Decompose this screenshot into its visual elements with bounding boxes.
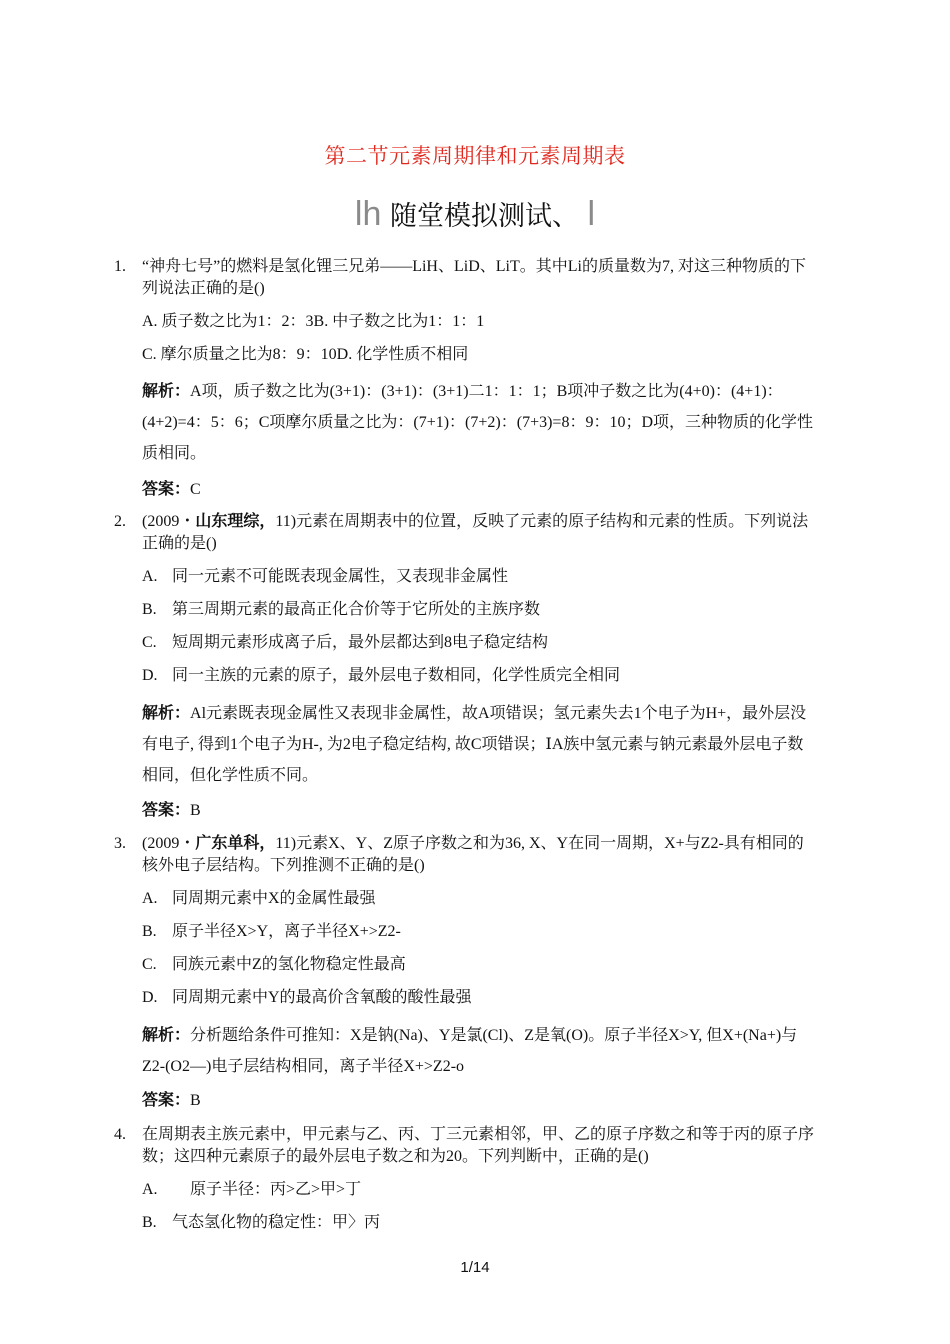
analysis-label: 解析： [142, 705, 191, 722]
source-name: 山东理综， [195, 513, 276, 530]
q3-option-a [142, 888, 822, 910]
answer-label: 答案： [142, 802, 191, 819]
option-letter: C. [142, 956, 157, 973]
option-text: 同一主族的元素的原子，最外层电子数相同，化学性质完全相同 [172, 667, 621, 684]
section-subtitle [0, 194, 950, 234]
q4-option-a [142, 1179, 822, 1201]
question-number: 1. [114, 258, 126, 275]
source-name: 广东单科， [195, 835, 276, 852]
answer-label: 答案： [142, 481, 191, 498]
stem-text: 11)元素X、Y、Z原子序数之和为36, X、Y在同一周期，X+与Z2-具有相同的核外电子层结构。下列推测不正确的是() [142, 835, 804, 874]
q3-option-b [142, 921, 822, 943]
option-letter: D. [142, 667, 158, 684]
q2-answer [142, 800, 201, 822]
option-text: 同族元素中Z的氢化物稳定性最高 [172, 956, 406, 973]
analysis-text: 分析题给条件可推知：X是钠(Na)、Y是氯(Cl)、Z是氧(O)。原子半径X>Y, 但X+(Na+)与Z2-(O2—)电子层结构相同，离子半径X+>Z2-o [142, 1027, 798, 1075]
source-year: (2009・ [142, 513, 196, 530]
option-text: 气态氢化物的稳定性：甲〉丙 [172, 1214, 381, 1231]
page-title: 第二节元素周期律和元素周期表 [324, 144, 626, 168]
question-1 [114, 256, 814, 300]
analysis-text: A项，质子数之比为(3+1)：(3+1)：(3+1)二1：1：1；B项冲子数之比为(4+0)：(4+1)：(4+2)=4：5：6；C项摩尔质量之比为：(7+1)：(7+2)：(7+3)=8：9：10；D项，三种物质的化学性质相同。 [142, 383, 813, 462]
source-year: (2009・ [142, 835, 196, 852]
q3-analysis [142, 1020, 817, 1082]
subtitle-mark-right: l [587, 195, 596, 233]
analysis-label: 解析： [142, 1027, 191, 1044]
option-letter: A. [142, 890, 158, 907]
option-text: 同一元素不可能既表现金属性，又表现非金属性 [172, 568, 509, 585]
q2-option-b [142, 599, 822, 621]
option-letter: C. [142, 634, 157, 651]
subtitle-text: 随堂模拟测试、 [389, 201, 579, 232]
q2-analysis [142, 698, 817, 791]
option-letter: A. [142, 1181, 158, 1198]
option-letter: A. [142, 568, 158, 585]
answer-value: B [190, 1092, 201, 1109]
stem-text: 11)元素在周期表中的位置，反映了元素的原子结构和元素的性质。下列说法正确的是() [142, 513, 809, 552]
question-number: 2. [114, 513, 126, 530]
question-number: 3. [114, 835, 126, 852]
question-stem [142, 833, 814, 877]
q1-options-cd: C. 摩尔质量之比为8：9：10D. 化学性质不相同 [142, 346, 469, 363]
question-stem [142, 511, 814, 555]
q2-option-a [142, 566, 822, 588]
analysis-label: 解析： [142, 383, 191, 400]
answer-value: C [190, 481, 201, 498]
q3-answer [142, 1090, 201, 1112]
analysis-text: Al元素既表现金属性又表现非金属性，故A项错误；氢元素失去1个电子为H+，最外层没有电子, 得到1个电子为H-, 为2电子稳定结构, 故C项错误；ⅠA族中氢元素与钠元素最外层电子数相同，但化学性质不同。 [142, 705, 807, 784]
question-2 [114, 511, 814, 555]
subtitle-mark-left: lh [354, 195, 382, 233]
option-text: 第三周期元素的最高正化合价等于它所处的主族序数 [172, 601, 541, 618]
q2-option-d [142, 665, 822, 687]
option-letter: B. [142, 601, 157, 618]
question-3 [114, 833, 814, 877]
option-letter: D. [142, 989, 158, 1006]
q3-option-c [142, 954, 822, 976]
option-text: 同周期元素中Y的最高价含氧酸的酸性最强 [172, 989, 472, 1006]
q1-answer [142, 479, 201, 501]
answer-label: 答案： [142, 1092, 191, 1109]
q3-option-d [142, 987, 822, 1009]
q1-options-ab: A. 质子数之比为1：2：3B. 中子数之比为1：1：1 [142, 313, 485, 330]
question-stem: 在周期表主族元素中，甲元素与乙、丙、丁三元素相邻，甲、乙的原子序数之和等于丙的原子序数；这四种元素原子的最外层电子数之和为20。下列判断中，正确的是() [142, 1126, 815, 1165]
question-number: 4. [114, 1126, 126, 1143]
option-text: 原子半径X>Y，离子半径X+>Z2- [172, 923, 401, 940]
answer-value: B [190, 802, 201, 819]
q4-option-b [142, 1212, 822, 1234]
q1-analysis [142, 376, 817, 469]
page-number: 1/14 [460, 1259, 490, 1276]
option-text: 同周期元素中X的金属性最强 [172, 890, 376, 907]
question-4 [114, 1124, 814, 1168]
option-text: 原子半径：丙>乙>甲>丁 [190, 1181, 362, 1198]
option-letter: B. [142, 923, 157, 940]
question-stem: “神舟七号”的燃料是氢化锂三兄弟——LiH、LiD、LiT。其中Li的质量数为7, 对这三种物质的下列说法正确的是() [142, 258, 806, 297]
option-text: 短周期元素形成离子后，最外层都达到8电子稳定结构 [172, 634, 549, 651]
q2-option-c [142, 632, 822, 654]
option-letter: B. [142, 1214, 157, 1231]
